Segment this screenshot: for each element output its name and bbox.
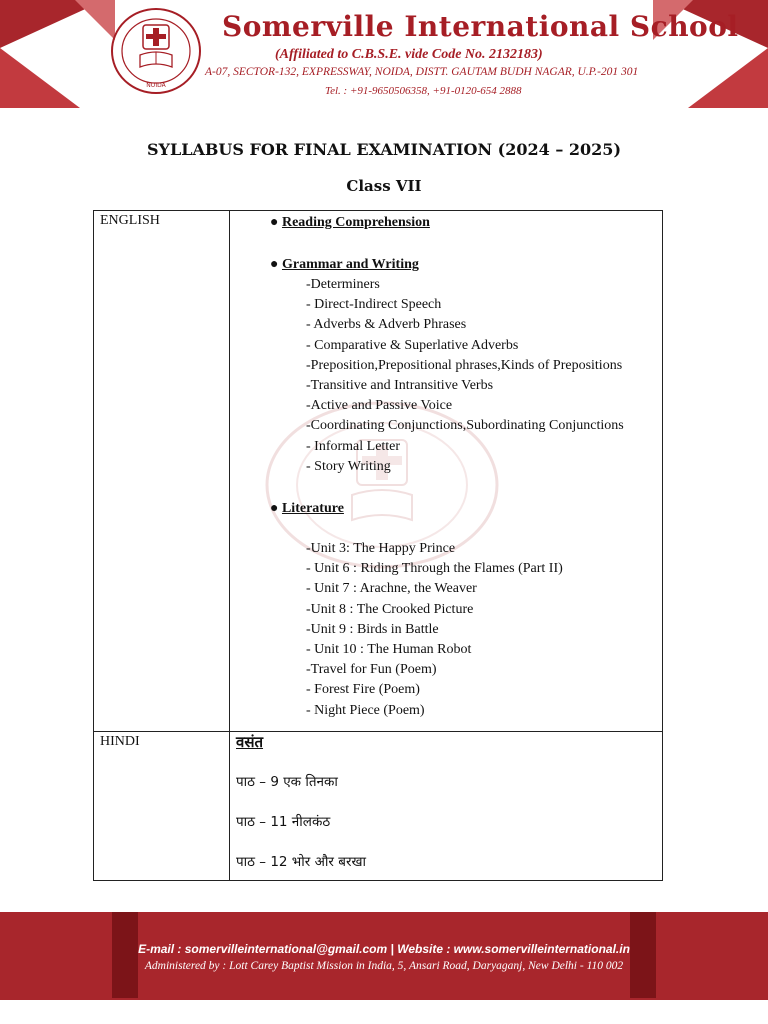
list-item: -Determiners bbox=[306, 277, 380, 292]
list-item: - Comparative & Superlative Adverbs bbox=[306, 337, 519, 353]
english-syllabus-cell bbox=[230, 211, 663, 732]
literature-list bbox=[270, 539, 662, 721]
list-item: - Night Piece (Poem) bbox=[306, 702, 425, 718]
list-item: - Story Writing bbox=[306, 458, 391, 474]
class-title: Class VII bbox=[346, 177, 422, 195]
list-item: - Unit 7 : Arachne, the Weaver bbox=[306, 581, 477, 597]
hindi-lesson: पाठ – 9 एक तिनका bbox=[236, 774, 338, 790]
hindi-book-title: वसंत bbox=[236, 733, 264, 751]
list-item: -Unit 3: The Happy Prince bbox=[306, 541, 456, 557]
table-row-hindi bbox=[94, 732, 663, 881]
list-item: - Forest Fire (Poem) bbox=[306, 682, 420, 698]
list-item: - Direct-Indirect Speech bbox=[306, 297, 442, 313]
literature-heading: ● Literature bbox=[270, 501, 344, 517]
list-item: - Informal Letter bbox=[306, 438, 401, 454]
footer-contact: E-mail : somervilleinternational@gmail.com | Website : www.somervilleinternational.in bbox=[138, 942, 630, 956]
table-row-english bbox=[94, 211, 663, 732]
school-telephone: Tel. : +91-9650506358, +91-0120-654 2888 bbox=[325, 85, 522, 97]
list-item: -Unit 9 : Birds in Battle bbox=[306, 621, 439, 637]
header-decoration-right-lower bbox=[688, 48, 768, 108]
subject-english: ENGLISH bbox=[94, 211, 230, 732]
school-address: A-07, SECTOR-132, EXPRESSWAY, NOIDA, DISTT. GAUTAM BUDH NAGAR, U.P.-201 301 bbox=[205, 66, 639, 78]
footer-administered: Administered by : Lott Carey Baptist Mission in India, 5, Ansari Road, Daryaganj, New Delhi - 110 002 bbox=[144, 960, 624, 972]
header-decoration-left-accent bbox=[75, 0, 115, 40]
document-title: SYLLABUS FOR FINAL EXAMINATION (2024 – 2025) bbox=[146, 140, 622, 159]
hindi-syllabus-cell bbox=[230, 732, 663, 881]
subject-hindi: HINDI bbox=[94, 732, 230, 881]
list-item: -Transitive and Intransitive Verbs bbox=[306, 378, 494, 394]
affiliation-text: (Affiliated to C.B.S.E. vide Code No. 2132183) bbox=[275, 47, 543, 62]
list-item: -Unit 8 : The Crooked Picture bbox=[306, 601, 474, 617]
svg-text:NOIDA: NOIDA bbox=[146, 82, 166, 89]
hindi-lesson: पाठ – 12 भोर और बरखा bbox=[236, 854, 367, 870]
list-item: - Unit 6 : Riding Through the Flames (Part II) bbox=[306, 561, 563, 577]
school-name: Somerville International School bbox=[222, 10, 739, 43]
list-item: -Coordinating Conjunctions,Subordinating Conjunctions bbox=[306, 418, 624, 434]
reading-heading: ● Reading Comprehension bbox=[270, 215, 430, 230]
list-item: - Adverbs & Adverb Phrases bbox=[306, 317, 467, 333]
list-item: -Active and Passive Voice bbox=[306, 398, 453, 414]
list-item: -Preposition,Prepositional phrases,Kinds of Prepositions bbox=[306, 357, 623, 373]
hindi-lesson: पाठ – 11 नीलकंठ bbox=[236, 814, 331, 830]
list-item: -Travel for Fun (Poem) bbox=[306, 662, 437, 678]
school-logo bbox=[110, 7, 202, 95]
grammar-list bbox=[270, 275, 662, 477]
grammar-heading: ● Grammar and Writing bbox=[270, 257, 419, 272]
header-decoration-left-lower bbox=[0, 48, 80, 108]
list-item: - Unit 10 : The Human Robot bbox=[306, 642, 472, 658]
syllabus-table bbox=[93, 210, 663, 881]
